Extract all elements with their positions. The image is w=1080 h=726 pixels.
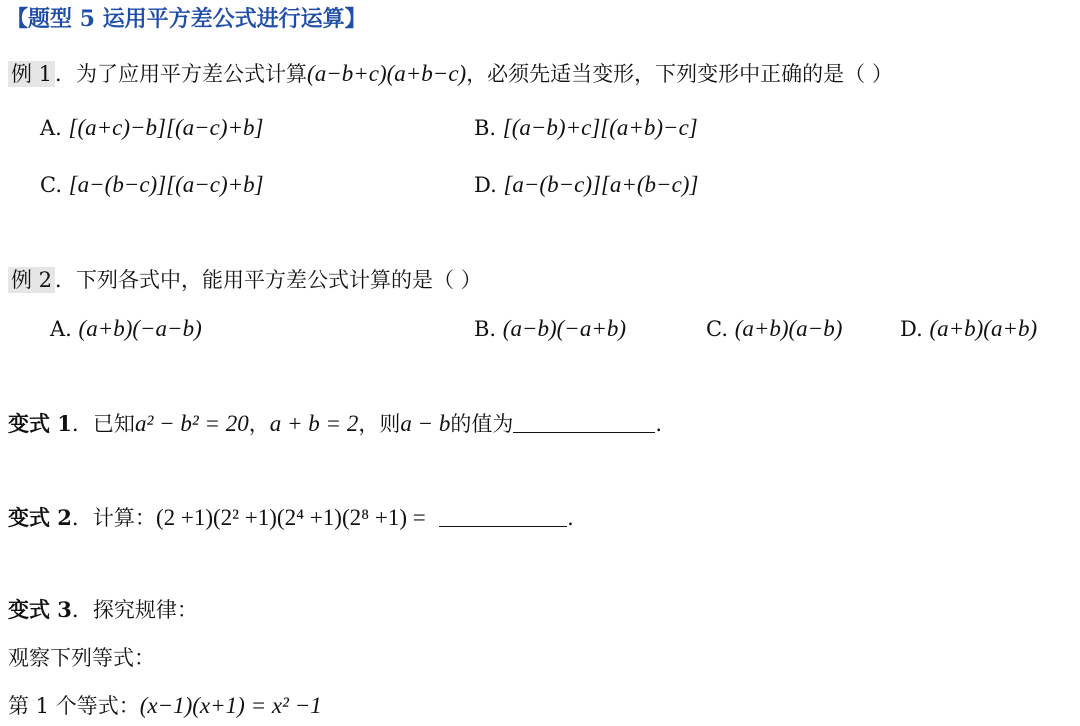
variant-3-text: ．探究规律： (71, 598, 198, 622)
option-letter: D. (900, 317, 923, 341)
example-2-option-c (706, 316, 842, 342)
example-1-option-c (40, 172, 264, 198)
variant-1-text-2: ，则 (358, 412, 401, 436)
option-letter: A. (50, 317, 72, 341)
equation-1: a² − b² = 20 (134, 411, 249, 436)
example-2-option-d (900, 316, 1037, 342)
example-2-label: 例 2 (8, 267, 55, 293)
example-1-option-a (40, 115, 263, 141)
option-expression: [a−(b−c)][a+(b−c)] (503, 172, 699, 197)
option-letter: C. (706, 317, 728, 341)
answer-blank[interactable] (513, 412, 655, 433)
equation-2: a + b = 2 (269, 411, 359, 436)
example-1-label: 例 1 (8, 61, 55, 87)
example-2-text: ．下列各式中，能用平方差公式计算的是（ ） (55, 268, 482, 292)
option-expression: [(a+c)−b][(a−c)+b] (68, 115, 264, 140)
example-2-option-a (50, 316, 202, 342)
option-letter: B. (474, 116, 497, 140)
variant-2-label: 变式 2 (8, 505, 72, 530)
option-expression: (a+b)(−a−b) (78, 316, 202, 341)
variant-2-question (8, 502, 574, 532)
observe-text: 观察下列等式： (8, 646, 155, 670)
example-1-expression: (a−b+c)(a+b−c) (307, 61, 467, 86)
variant-1-text: ．已知 (71, 412, 135, 436)
variant-3-label: 变式 3 (8, 597, 72, 622)
variant-1-question (8, 408, 662, 438)
option-expression: (a+b)(a−b) (734, 316, 843, 341)
section-title: 【题型 5 运用平方差公式进行运算】 (6, 6, 367, 32)
example-2-option-b (474, 316, 626, 342)
example-1-option-d (474, 172, 698, 198)
example-2-question (8, 264, 482, 294)
example-1-text-before: ．为了应用平方差公式计算 (55, 62, 308, 86)
equation-1-line (8, 690, 322, 720)
target-expression: a − b (400, 411, 451, 436)
variant-1-label: 变式 1 (8, 411, 72, 436)
option-expression: [(a−b)+c][(a+b)−c] (502, 115, 698, 140)
option-letter: D. (474, 173, 497, 197)
option-expression: (a+b)(a+b) (929, 316, 1038, 341)
example-1-text-after: ，必须先适当变形，下列变形中正确的是（ ） (466, 62, 893, 86)
variant-3-heading (8, 594, 198, 624)
example-1-option-b (474, 115, 698, 141)
variant-2-text: ．计算： (71, 506, 156, 530)
example-1-question (8, 58, 893, 88)
option-letter: A. (40, 116, 62, 140)
equation-prefix: 第 1 个等式： (8, 694, 140, 718)
option-expression: (a−b)(−a+b) (502, 316, 626, 341)
option-expression: [a−(b−c)][(a−c)+b] (68, 172, 264, 197)
equation-expression: (x−1)(x+1) = x² −1 (139, 693, 322, 718)
variant-1-text-3: 的值为 (450, 412, 514, 436)
period: . (655, 412, 663, 436)
product-expression: (2 +1)(2² +1)(2⁴ +1)(2⁸ +1) = (155, 505, 426, 530)
separator: ， (248, 412, 270, 436)
answer-blank[interactable] (439, 506, 567, 527)
option-letter: C. (40, 173, 62, 197)
period: . (567, 506, 574, 530)
option-letter: B. (474, 317, 497, 341)
